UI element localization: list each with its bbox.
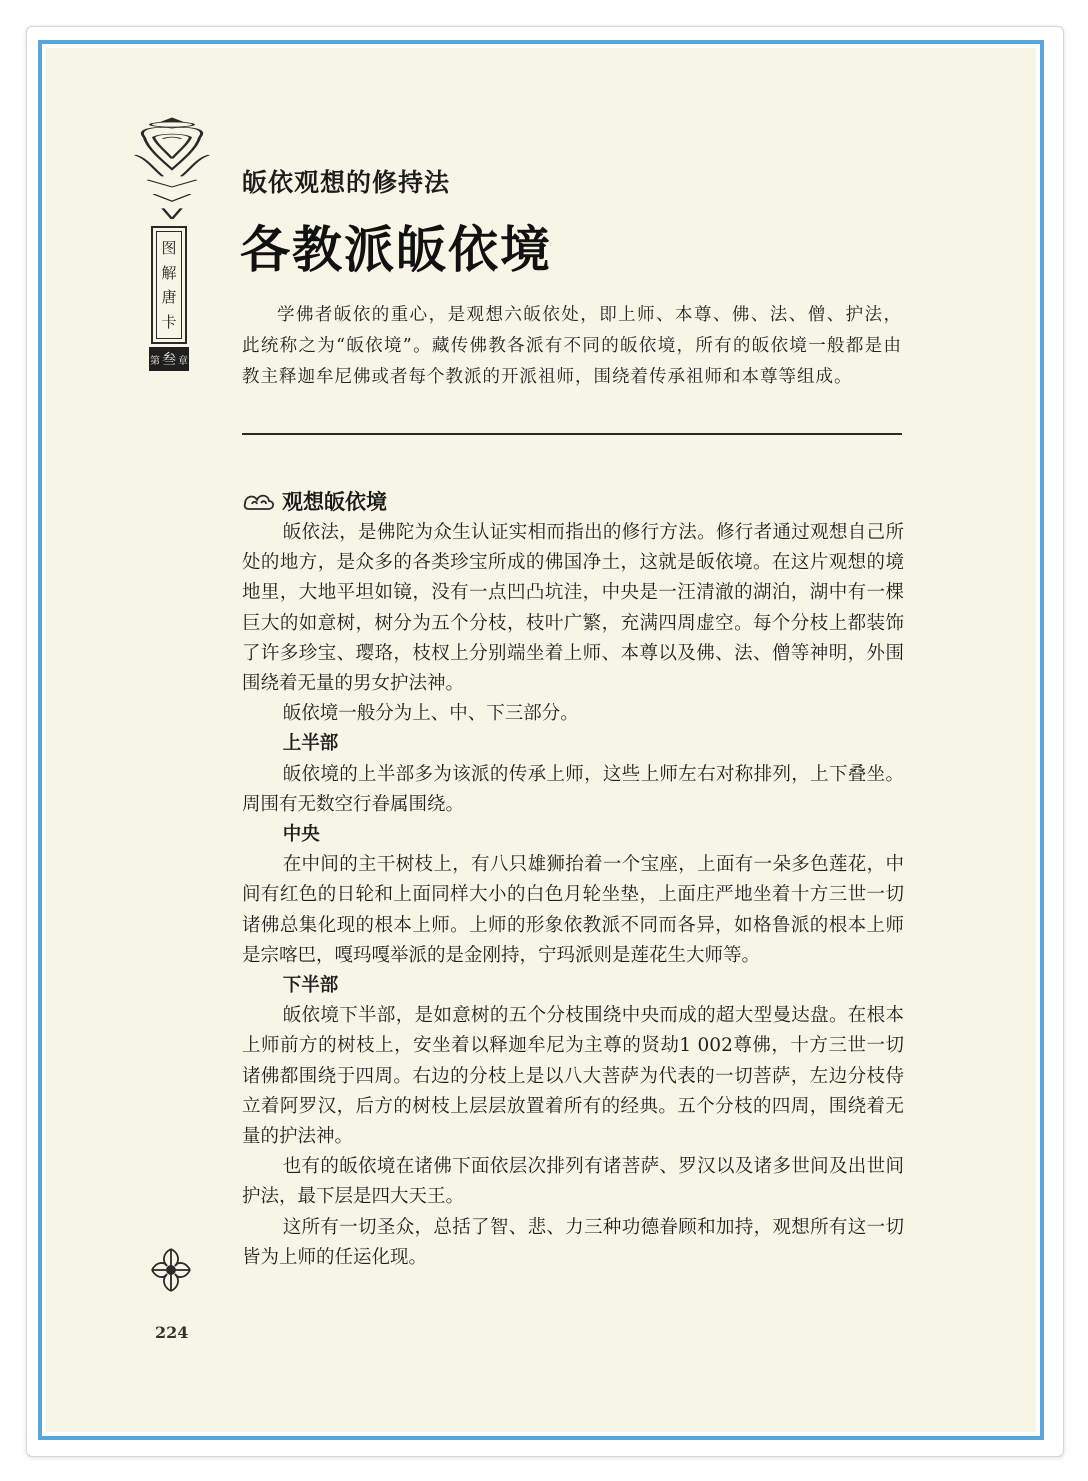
banner-char: 解 [161,263,177,282]
intro-paragraph: 学佛者皈依的重心，是观想六皈依处，即上师、本尊、佛、法、僧、护法，此统称之为“皈依境”。藏传佛教各派有不同的皈依境，所有的皈依境一般都是由教主释迦牟尼佛或者每个教派的开派祖师，围绕着传承祖师和本尊等组成。 [242,305,902,387]
banner-char: 图 [161,239,177,258]
banner-char: 卡 [161,312,177,331]
chapter-number: 叁 [162,352,176,368]
section-heading-label: 观想皈依境 [282,490,387,514]
page-title: 各教派皈依境 [240,221,552,279]
paragraph: 皈依境下半部，是如意树的五个分枝围绕中央而成的超大型曼达盘。在根本上师前方的树枝上，安坐着以释迦牟尼为主尊的贤劫1 002尊佛，十方三世一切诸佛都围绕于四周。右边的分枝上是以八大菩萨为代表的一切菩萨，左边分枝侍立着阿罗汉，后方的树枝上层层放置着所有的经典。五个分枝的四周，围绕着无量的护法神。 [242,1005,904,1148]
chapter-badge [149,347,189,371]
paragraph: 皈依境的上半部多为该派的传承上师，这些上师左右对称排列，上下叠坐。周围有无数空行眷属围绕。 [242,763,904,815]
book-series-banner [151,226,187,344]
paragraph: 皈依境一般分为上、中、下三部分。 [282,703,579,725]
cloud-ornament-icon [242,490,276,512]
paragraph: 皈依法，是佛陀为众生认证实相而指出的修行方法。修行者通过观想自己所处的地方，是众多的各类珍宝所成的佛国净土，这就是皈依境。在这片观想的境地里，大地平坦如镜，没有一点凹凸坑洼，中央是一汪清澈的湖泊，湖中有一棵巨大的如意树，树分为五个分枝，枝叶广繁，充满四周虚空。每个分枝上都装饰了许多珍宝、璎珞，枝杈上分别端坐着上师、本尊以及佛、法、僧等神明，外围围绕着无量的男女护法神。 [242,522,904,695]
chapter-suffix: 章 [178,355,188,367]
conch-shell-icon [132,116,212,226]
page-number: 224 [155,1323,189,1342]
subheading-lower: 下半部 [282,975,339,997]
vajra-icon [148,1245,194,1295]
banner-char: 唐 [161,288,177,307]
paragraph: 也有的皈依境在诸佛下面依层次排列有诸菩萨、罗汉以及诸多世间及出世间护法，最下层是四大天王。 [242,1156,904,1208]
divider [242,433,902,435]
page-subtitle: 皈依观想的修持法 [242,168,451,197]
subheading-upper: 上半部 [282,733,339,755]
subheading-middle: 中央 [282,824,320,846]
section-heading [242,486,387,516]
paragraph: 这所有一切圣众，总括了智、悲、力三种功德眷顾和加持，观想所有这一切皆为上师的任运化现。 [242,1216,904,1268]
body-text [242,518,904,1273]
paragraph: 在中间的主干树枝上，有八只雄狮抬着一个宝座，上面有一朵多色莲花，中间有红色的日轮和上面同样大小的白色月轮坐垫，上面庄严地坐着十方三世一切诸佛总集化现的根本上师。上师的形象依教派不同而各异，如格鲁派的根本上师是宗喀巴，嘎玛嘎举派的是金刚持，宁玛派则是莲花生大师等。 [242,854,904,966]
chapter-prefix: 第 [150,355,160,367]
